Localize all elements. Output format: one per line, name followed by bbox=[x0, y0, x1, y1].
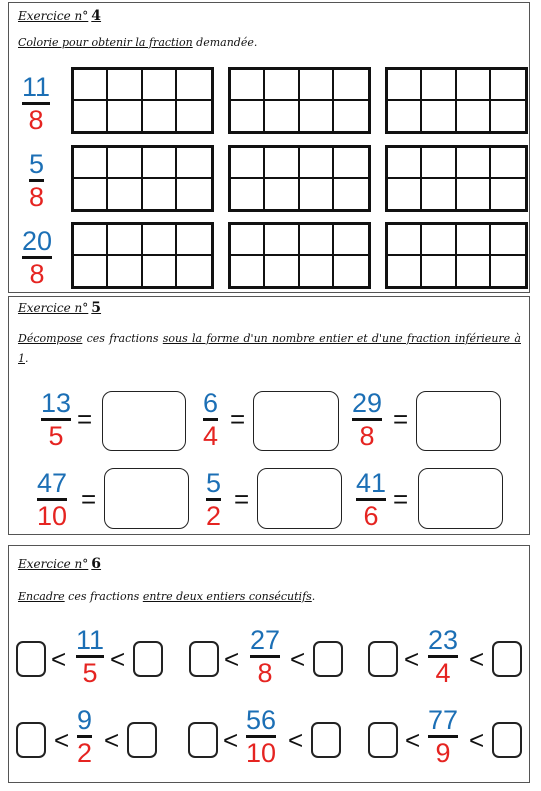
exercise-5-panel bbox=[8, 296, 530, 535]
lower-bound-box[interactable] bbox=[16, 641, 46, 677]
equals-sign: = bbox=[230, 404, 246, 434]
answer-box[interactable] bbox=[416, 391, 501, 451]
lower-bound-box[interactable] bbox=[189, 641, 219, 677]
less-than-sign: < bbox=[104, 725, 120, 755]
equals-sign: = bbox=[81, 484, 97, 514]
less-than-sign: < bbox=[469, 725, 485, 755]
fraction-47-10: 47 10 bbox=[37, 468, 68, 531]
coloring-grid[interactable] bbox=[71, 145, 214, 212]
fraction-41-6: 41 6 bbox=[356, 468, 387, 531]
fraction-56-10: 56 10 bbox=[246, 705, 277, 768]
less-than-sign: < bbox=[288, 725, 304, 755]
fraction-20-8: 20 8 bbox=[22, 226, 53, 289]
less-than-sign: < bbox=[469, 644, 485, 674]
upper-bound-box[interactable] bbox=[492, 722, 522, 758]
exercise-6-panel bbox=[8, 545, 530, 783]
answer-box[interactable] bbox=[253, 391, 339, 451]
exercise-4-panel bbox=[8, 2, 530, 293]
coloring-grid[interactable] bbox=[228, 222, 371, 289]
lower-bound-box[interactable] bbox=[368, 641, 398, 677]
coloring-grid[interactable] bbox=[71, 67, 214, 134]
less-than-sign: < bbox=[404, 644, 420, 674]
upper-bound-box[interactable] bbox=[311, 722, 341, 758]
less-than-sign: < bbox=[405, 725, 421, 755]
exercise-4-title: Exercice n° 4 bbox=[18, 8, 102, 24]
less-than-sign: < bbox=[54, 725, 70, 755]
coloring-grid[interactable] bbox=[228, 67, 371, 134]
less-than-sign: < bbox=[290, 644, 306, 674]
less-than-sign: < bbox=[223, 725, 239, 755]
upper-bound-box[interactable] bbox=[127, 722, 157, 758]
lower-bound-box[interactable] bbox=[188, 722, 218, 758]
lower-bound-box[interactable] bbox=[16, 722, 46, 758]
upper-bound-box[interactable] bbox=[133, 641, 163, 677]
fraction-13-5: 13 5 bbox=[41, 388, 72, 451]
fraction-11-8: 11 8 bbox=[22, 72, 51, 135]
answer-box[interactable] bbox=[102, 391, 186, 451]
exercise-5-title: Exercice n° 5 bbox=[18, 300, 102, 316]
equals-sign: = bbox=[393, 404, 409, 434]
exercise-6-instruction: Encadre ces fractions entre deux entiers consécutifs. bbox=[18, 590, 316, 603]
coloring-grid[interactable] bbox=[385, 145, 528, 212]
fraction-27-8: 27 8 bbox=[250, 625, 281, 688]
fraction-9-2: 9 2 bbox=[77, 705, 93, 768]
coloring-grid[interactable] bbox=[228, 145, 371, 212]
equals-sign: = bbox=[234, 484, 250, 514]
coloring-grid[interactable] bbox=[385, 222, 528, 289]
answer-box[interactable] bbox=[104, 468, 189, 529]
answer-box[interactable] bbox=[257, 468, 342, 529]
upper-bound-box[interactable] bbox=[492, 641, 522, 677]
less-than-sign: < bbox=[51, 644, 67, 674]
exercise-4-instruction: Colorie pour obtenir la fraction demandée. bbox=[18, 36, 258, 49]
coloring-grid[interactable] bbox=[385, 67, 528, 134]
less-than-sign: < bbox=[224, 644, 240, 674]
fraction-11-5: 11 5 bbox=[76, 625, 105, 688]
exercise-6-title: Exercice n° 6 bbox=[18, 556, 102, 572]
fraction-29-8: 29 8 bbox=[352, 388, 383, 451]
fraction-6-4: 6 4 bbox=[203, 388, 219, 451]
lower-bound-box[interactable] bbox=[368, 722, 398, 758]
equals-sign: = bbox=[77, 404, 93, 434]
upper-bound-box[interactable] bbox=[313, 641, 343, 677]
exercise-5-instruction: Décompose ces fractions sous la forme d'un nombre entier et d'une fraction inférieure à 1. bbox=[18, 332, 521, 365]
answer-box[interactable] bbox=[418, 468, 503, 529]
fraction-5-2: 5 2 bbox=[206, 468, 222, 531]
less-than-sign: < bbox=[110, 644, 126, 674]
coloring-grid[interactable] bbox=[71, 222, 214, 289]
equals-sign: = bbox=[393, 484, 409, 514]
fraction-23-4: 23 4 bbox=[428, 625, 459, 688]
fraction-5-8: 5 8 bbox=[29, 149, 45, 212]
fraction-77-9: 77 9 bbox=[428, 705, 459, 768]
